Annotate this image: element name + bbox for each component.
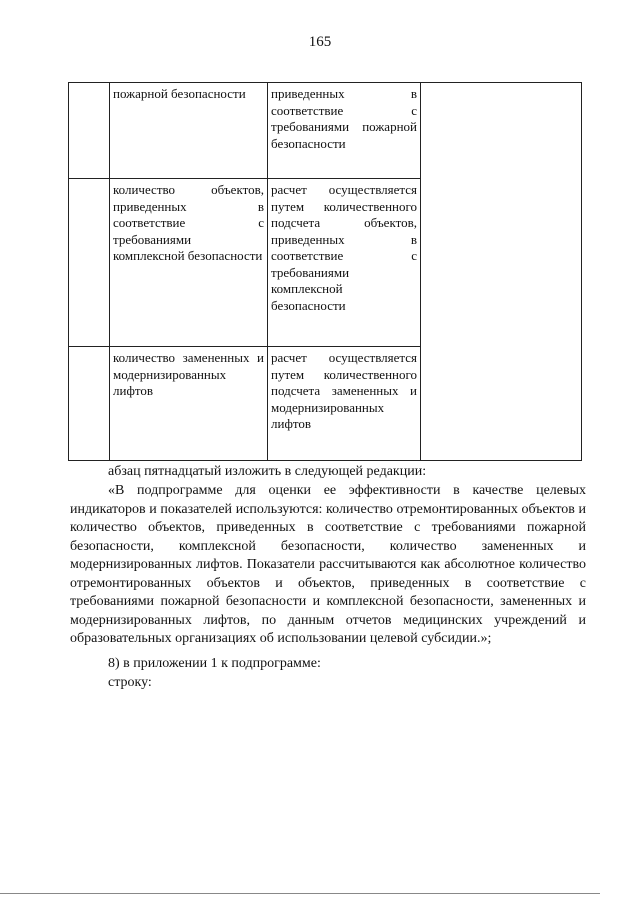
page-bottom-rule — [0, 893, 600, 894]
paragraph-intro: абзац пятнадцатый изложить в следующей редакции: — [108, 464, 427, 479]
paragraph-item-8: 8) в приложении 1 к подпрограмме: — [108, 656, 321, 671]
table-cell-method: расчет осуществляется путем количественного подсчета объектов, приведенных в соответствие с требованиями комплексной безопасности — [268, 179, 421, 347]
table-row — [69, 83, 582, 179]
table-cell-note — [421, 83, 582, 461]
table-cell-indicator: количество замененных и модернизированных лифтов — [110, 347, 268, 461]
paragraph-line: строку: — [108, 675, 152, 690]
table-cell-number — [69, 179, 110, 347]
table-cell-number — [69, 347, 110, 461]
table-cell-indicator: количество объектов, приведенных в соответствие с требованиями комплексной безопасности — [110, 179, 268, 347]
paragraph-quote: «В подпрограмме для оценки ее эффективности в качестве целевых индикаторов и показателей используются: количество отремонтированных объектов и количество объектов, приведенных в соответствие с требованиями пожарной безопасности, комплексной безопасности, количество замененных и модернизированных лифтов. Показатели рассчитываются как абсолютное количество отремонтированных объектов и объектов, приведенных в соответствие с требованиями пожарной безопасности и комплексной безопасности, замененных и модернизированных лифтов, по данным отчетов медицинских учреждений и образовательных организациях об использовании целевой субсидии.»; — [70, 483, 586, 646]
table-cell-indicator: пожарной безопасности — [110, 83, 268, 179]
page-number: 165 — [308, 34, 332, 50]
table-cell-method: расчет осуществляется путем количественного подсчета замененных и модернизированных лифтов — [268, 347, 421, 461]
table-cell-number — [69, 83, 110, 179]
indicator-table — [68, 82, 582, 461]
table-cell-method: приведенных в соответствие с требованиями пожарной безопасности — [268, 83, 421, 179]
